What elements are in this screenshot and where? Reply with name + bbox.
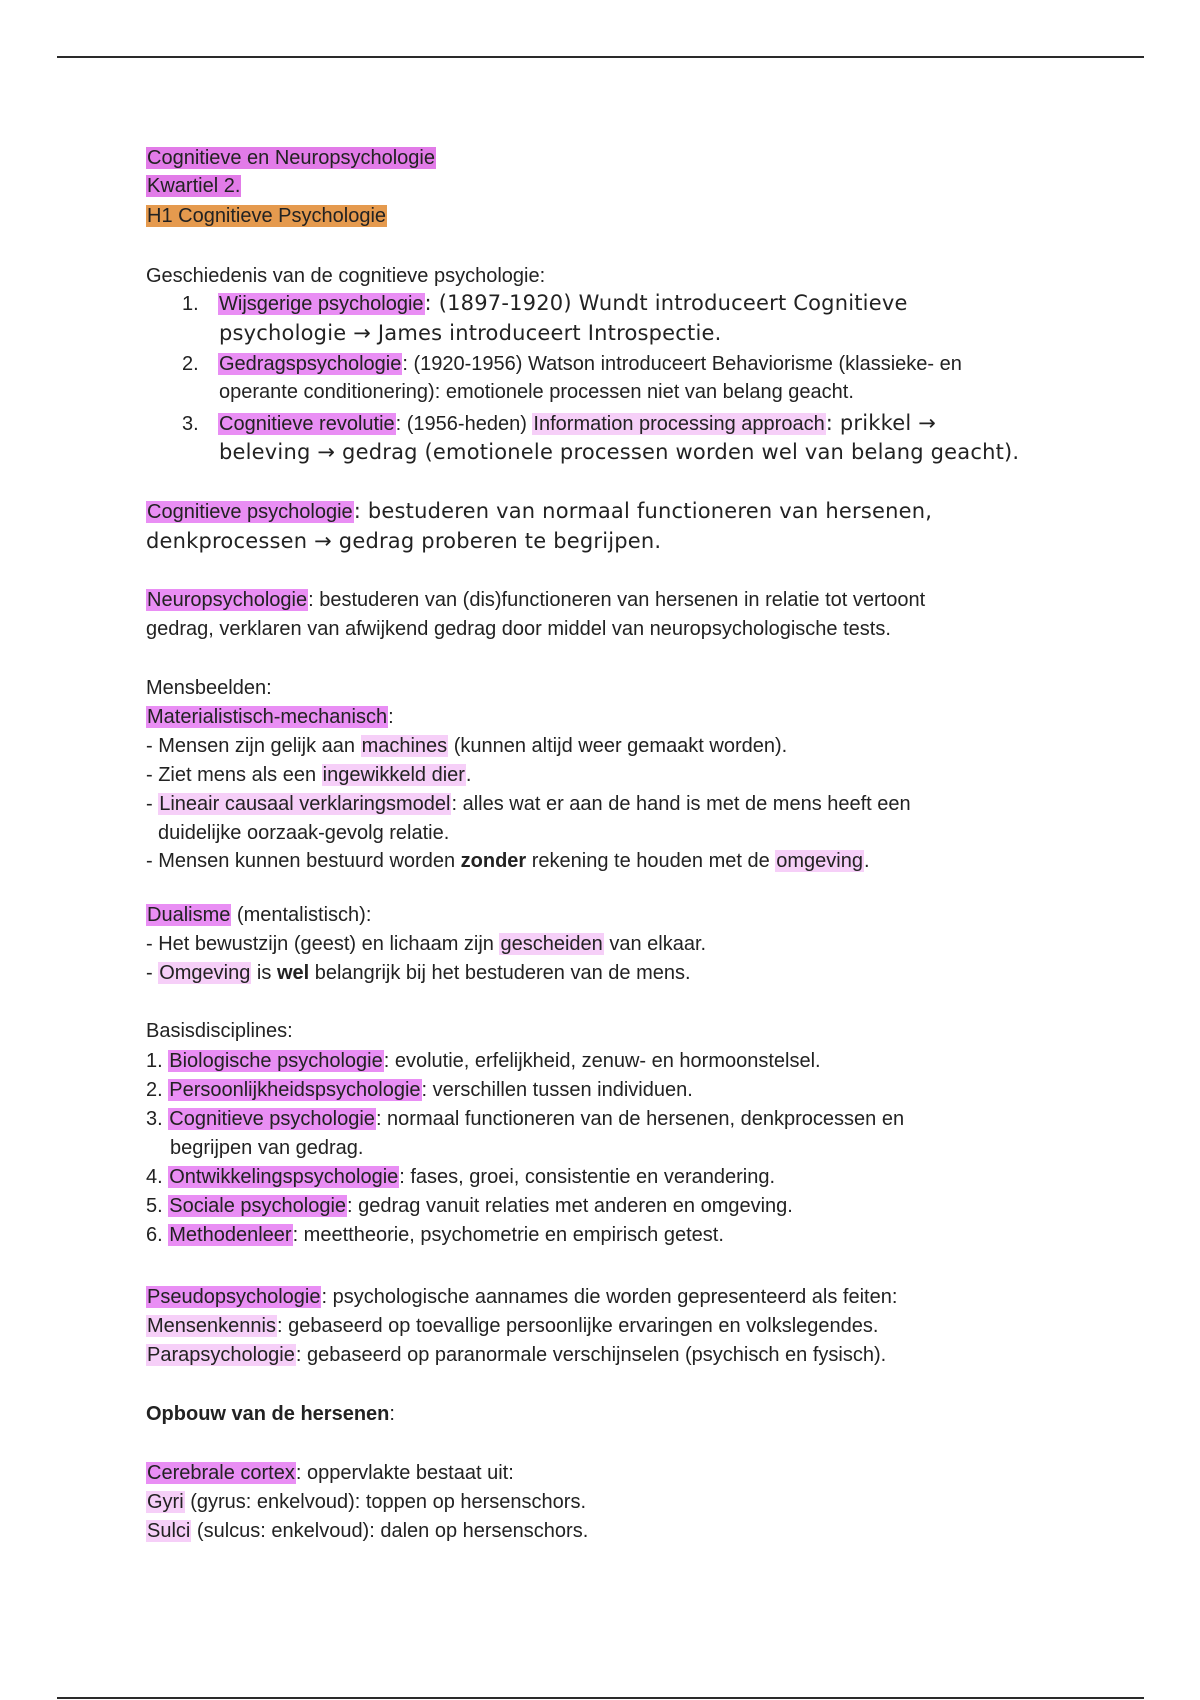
top-page-rule (57, 56, 1144, 58)
term: Sociale psychologie (169, 1195, 347, 1217)
term: ingewikkeld dier (322, 764, 465, 786)
discipline-item-1: 1. Biologische psychologie: evolutie, erfelijkheid, zenuw- en hormoonstelsel. (146, 1050, 821, 1072)
term: Methodenleer (169, 1224, 292, 1246)
chapter-title: H1 Cognitieve Psychologie (147, 205, 387, 227)
term: Cognitieve psychologie (169, 1108, 375, 1130)
history-item-1-cont: psychologie → James introduceert Introspectie. (219, 321, 722, 345)
neuro-definition-cont: gedrag, verklaren van afwijkend gedrag door middel van neuropsychologische tests. (146, 618, 891, 640)
term: Information processing approach (533, 413, 825, 435)
term: Wijsgerige psychologie (219, 293, 424, 315)
term: Parapsychologie (147, 1344, 295, 1366)
discipline-item-3: 3. Cognitieve psychologie: normaal functioneren van de hersenen, denkprocessen en (146, 1108, 905, 1130)
history-item-2-cont: operante conditionering): emotionele processen niet van belang geacht. (219, 381, 854, 403)
term: gescheiden (500, 933, 603, 955)
term: Cognitieve psychologie (147, 501, 353, 523)
mensbeelden-heading: Mensbeelden: (146, 677, 272, 699)
bottom-page-rule (57, 1697, 1144, 1699)
discipline-item-5: 5. Sociale psychologie: gedrag vanuit relaties met anderen en omgeving. (146, 1195, 793, 1217)
term: Lineair causaal verklaringsmodel (159, 793, 451, 815)
term: Biologische psychologie (169, 1050, 383, 1072)
dualism-bullet-1: - Het bewustzijn (geest) en lichaam zijn gescheiden van elkaar. (146, 933, 707, 955)
discipline-item-6: 6. Methodenleer: meettheorie, psychometrie en empirisch getest. (146, 1224, 724, 1246)
history-item-1: 1. Wijsgerige psychologie: (1897-1920) Wundt introduceert Cognitieve (182, 291, 908, 315)
history-heading: Geschiedenis van de cognitieve psychologie: (146, 265, 546, 287)
materialistic-bullet-3-cont: duidelijke oorzaak-gevolg relatie. (158, 822, 450, 844)
term: Dualisme (147, 904, 231, 926)
mensenkennis-definition: Mensenkennis: gebaseerd op toevallige persoonlijke ervaringen en volkslegendes. (147, 1315, 879, 1337)
history-item-2: 2. Gedragspsychologie: (1920-1956) Watson introduceert Behaviorisme (klassieke- en (182, 353, 962, 375)
materialistic-bullet-2: - Ziet mens als een ingewikkeld dier. (146, 764, 472, 786)
term: omgeving (776, 850, 863, 872)
discipline-item-4: 4. Ontwikkelingspsychologie: fases, groei, consistentie en verandering. (146, 1166, 776, 1188)
term: Neuropsychologie (147, 589, 308, 611)
discipline-item-2: 2. Persoonlijkheidspsychologie: verschillen tussen individuen. (146, 1079, 693, 1101)
materialistic-heading: Materialistisch-mechanisch: (147, 706, 394, 728)
history-item-3: 3. Cognitieve revolutie: (1956-heden) Information processing approach: prikkel → (182, 411, 937, 435)
term: Ontwikkelingspsychologie (169, 1166, 399, 1188)
neuro-definition: Neuropsychologie: bestuderen van (dis)functioneren van hersenen in relatie tot vertoont (147, 589, 926, 611)
cognitive-definition: Cognitieve psychologie: bestuderen van normaal functioneren van hersenen, (147, 499, 933, 523)
course-title: Cognitieve en Neuropsychologie (147, 147, 435, 169)
term: Gedragspsychologie (219, 353, 402, 375)
term: Pseudopsychologie (147, 1286, 321, 1308)
term: Cerebrale cortex (147, 1462, 295, 1484)
materialistic-bullet-4: - Mensen kunnen bestuurd worden zonder rekening te houden met de omgeving. (146, 850, 870, 872)
quarter-label: Kwartiel 2. (147, 175, 241, 197)
term: Materialistisch-mechanisch (147, 706, 388, 728)
materialistic-bullet-1: - Mensen zijn gelijk aan machines (kunnen altijd weer gemaakt worden). (146, 735, 788, 757)
basisdisciplines-heading: Basisdisciplines: (146, 1020, 293, 1042)
term: Omgeving (159, 962, 251, 984)
term: Mensenkennis (147, 1315, 276, 1337)
discipline-item-3-cont: begrijpen van gedrag. (170, 1137, 364, 1159)
materialistic-bullet-3: - Lineair causaal verklaringsmodel: alles wat er aan de hand is met de mens heeft een (146, 793, 911, 815)
cortex-definition: Cerebrale cortex: oppervlakte bestaat uit: (147, 1462, 514, 1484)
sulci-definition: Sulci (sulcus: enkelvoud): dalen op hersenschors. (147, 1520, 589, 1542)
term: machines (361, 735, 448, 757)
term: Cognitieve revolutie (219, 413, 395, 435)
dualism-heading: Dualisme (mentalistisch): (147, 904, 372, 926)
gyri-definition: Gyri (gyrus: enkelvoud): toppen op hersenschors. (147, 1491, 587, 1513)
cognitive-definition-cont: denkprocessen → gedrag proberen te begrijpen. (146, 529, 662, 553)
history-item-3-cont: beleving → gedrag (emotionele processen worden wel van belang geacht). (219, 440, 1020, 464)
dualism-bullet-2: - Omgeving is wel belangrijk bij het bestuderen van de mens. (146, 962, 691, 984)
parapsychologie-definition: Parapsychologie: gebaseerd op paranormale verschijnselen (psychisch en fysisch). (147, 1344, 887, 1366)
brain-heading: Opbouw van de hersenen: (146, 1403, 395, 1425)
term: Gyri (147, 1491, 184, 1513)
term: Sulci (147, 1520, 191, 1542)
term: Persoonlijkheidspsychologie (169, 1079, 421, 1101)
pseudo-definition: Pseudopsychologie: psychologische aannames die worden gepresenteerd als feiten: (147, 1286, 898, 1308)
